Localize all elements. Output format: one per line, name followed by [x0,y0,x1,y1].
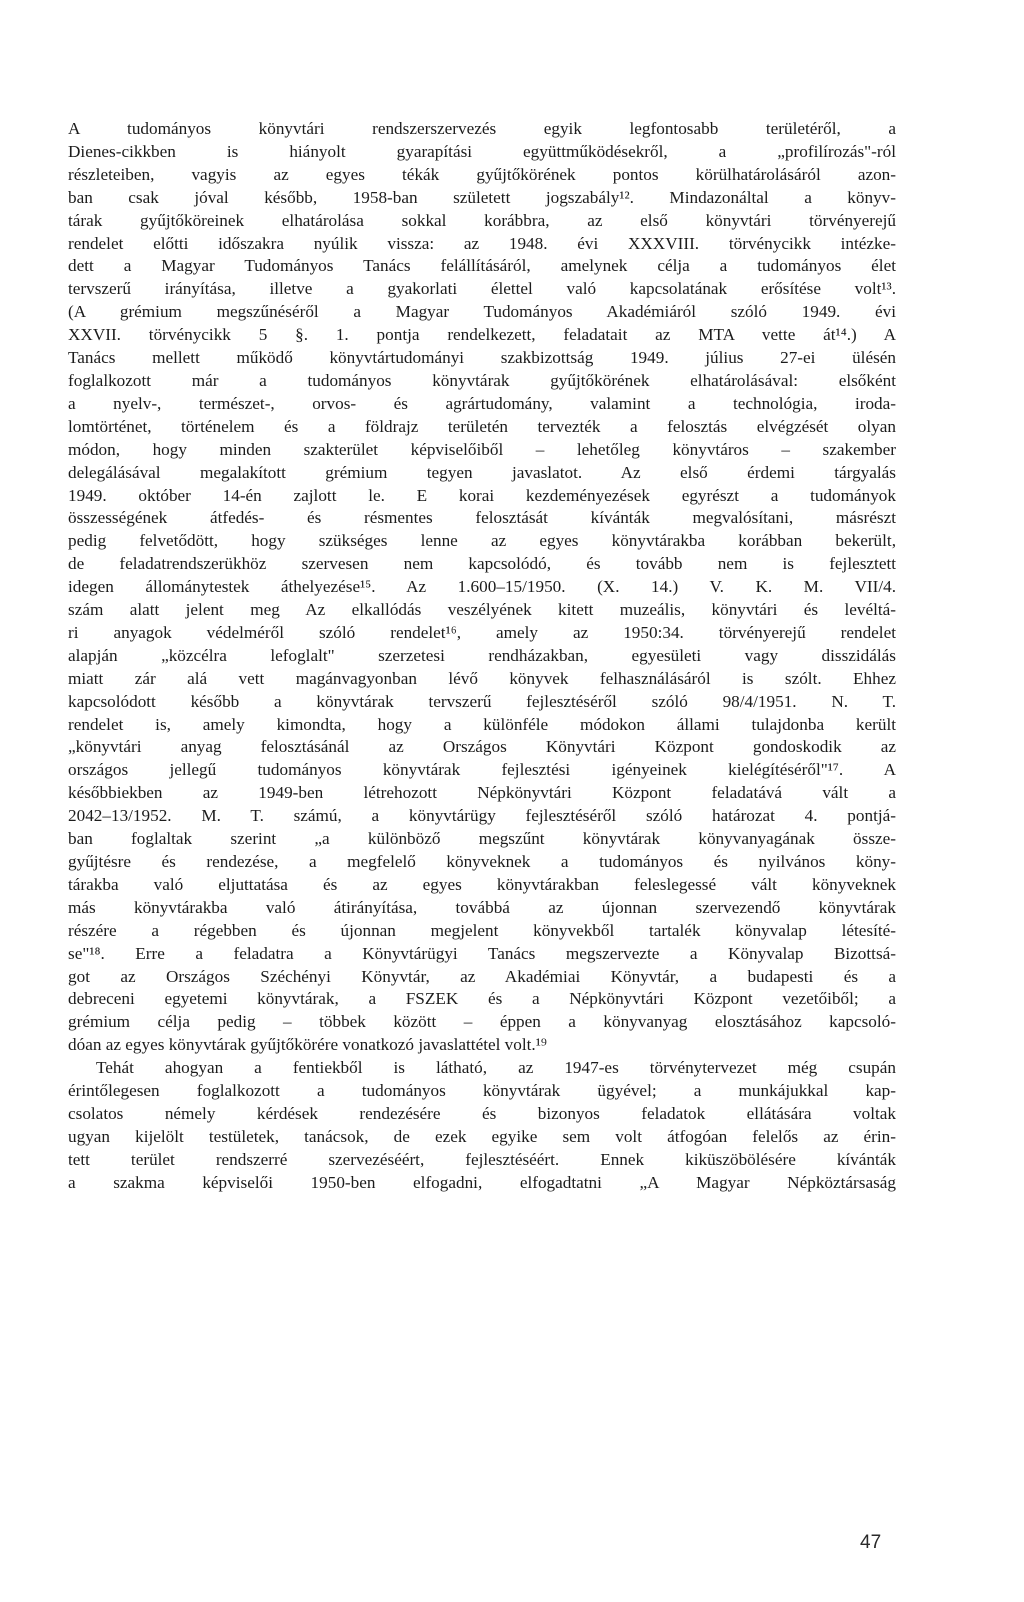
text-line: XXVII. törvénycikk 5 §. 1. pontja rendelkezett, feladatait az MTA vette át¹⁴.) A [68,325,896,345]
text-line: debreceni egyetemi könyvtárak, a FSZEK és a Népkönyvtári Központ vezetőiből; a [68,989,896,1009]
text-line: Tehát ahogyan a fentiekből is látható, az 1947-es törvénytervezet még csupán [96,1058,896,1078]
text-line: kapcsolódott később a könyvtárak tervszerű fejlesztéséről szóló 98/4/1951. N. T. [68,691,896,711]
text-line: részleteiben, vagyis az egyes tékák gyűjtőkörének pontos körülhatárolásáról azon- [68,164,896,184]
text-line: tervszerű irányítása, illetve a gyakorlati élettel való kapcsolatának erősítése volt¹³. [68,279,896,299]
text-line: dóan az egyes könyvtárak gyűjtőkörére vonatkozó javaslattétel volt.¹⁹ [68,1035,547,1055]
text-line: más könyvtárakba való átirányítása, továbbá az újonnan szervezendő könyvtárak [68,897,896,917]
text-line: (A grémium megszűnéséről a Magyar Tudományos Akadémiáról szóló 1949. évi [68,302,896,322]
text-line: „könyvtári anyag felosztásánál az Országos Könyvtári Központ gondoskodik az [68,737,896,757]
text-line: alapján „közcélra lefoglalt" szerzetesi rendházakban, egyesületi vagy disszidálás [68,645,896,665]
text-line: Tanács mellett működő könyvtártudományi szakbizottság 1949. július 27-ei ülésén [68,348,896,368]
text-line: A tudományos könyvtári rendszerszervezés egyik legfontosabb területéről, a [68,119,896,138]
text-line: tett terület rendszerré szervezéséért, fejlesztéséért. Ennek kiküszöbölésére kívánták [68,1149,896,1169]
text-line: delegálásával megalakított grémium tegyen javaslatot. Az első érdemi tárgyalás [68,462,896,482]
text-line: tárak gyűjtőköreinek elhatárolása sokkal korábbra, az első könyvtári törvényerejű [68,210,896,230]
text-line: összességének átfedés- és résmentes felosztását kívánták megvalósítani, másrészt [68,508,896,528]
text-line: ban foglaltak szerint „a különböző megszűnt könyvtárak könyvanyagának össze- [68,829,896,849]
text-line: 2042–13/1952. M. T. számú, a könyvtárügy fejlesztéséről szóló határozat 4. pontjá- [68,806,896,826]
text-line: módon, hogy minden szakterület képviselőiből – lehetőleg könyvtáros – szakember [68,439,896,459]
text-line: ri anyagok védelméről szóló rendelet¹⁶, amely az 1950:34. törvényerejű rendelet [68,622,896,642]
text-line: got az Országos Széchényi Könyvtár, az Akadémiai Könyvtár, a budapesti és a [68,966,896,986]
text-line: gyűjtésre és rendezése, a megfelelő könyveknek a tudományos és nyilvános köny- [68,852,896,871]
text-line: miatt zár alá vett magánvagyonban lévő könyvek felhasználásáról is szólt. Ehhez [68,668,896,688]
text-line: se"¹⁸. Erre a feladatra a Könyvtárügyi Tanács megszervezte a Könyvalap Bizottsá- [68,943,896,963]
text-line: ban csak jóval később, 1958-ban született jogszabály¹². Mindazonáltal a könyv- [68,187,896,207]
text-line: Dienes-cikkben is hiányolt gyarapítási együttműködésekről, a „profilírozás"-ról [68,141,896,161]
text-line: későbbiekben az 1949-ben létrehozott Népkönyvtári Központ feladatává vált a [68,783,896,803]
text-line: dett a Magyar Tudományos Tanács felállításáról, amelynek célja a tudományos élet [68,256,896,276]
text-line: szám alatt jelent meg Az elkallódás veszélyének kitett muzeális, könyvtári és levéltá- [68,600,896,620]
text-line: tárakba való eljuttatása és az egyes könyvtárakban feleslegessé vált könyveknek [68,874,896,894]
paragraph [68,118,896,1057]
text-line: érintőlegesen foglalkozott a tudományos könyvtárak ügyével; a munkájukkal kap- [68,1081,896,1101]
text-line: rendelet is, amely kimondta, hogy a különféle módokon állami tulajdonba került [68,714,896,734]
text-line: de feladatrendszerükhöz szervesen nem kapcsolódó, és tovább nem is fejlesztett [68,554,896,574]
text-line: csolatos némely kérdések rendezésére és bizonyos feladatok ellátására voltak [68,1103,896,1123]
text-line: rendelet előtti időszakra nyúlik vissza: az 1948. évi XXXVIII. törvénycikk intézke- [68,233,896,253]
page-number: 47 [860,1532,882,1553]
text-line: részére a régebben és újonnan megjelent könyvekből tartalék könyvalap létesíté- [68,920,896,940]
text-line: ugyan kijelölt testületek, tanácsok, de ezek egyike sem volt átfogóan felelős az érin- [68,1126,896,1146]
body-text [68,118,896,1195]
text-line: grémium célja pedig – többek között – éppen a könyvanyag elosztásához kapcsoló- [68,1012,896,1032]
text-line: foglalkozott már a tudományos könyvtárak gyűjtőkörének elhatárolásával: elsőként [68,370,896,390]
paragraph [68,1057,896,1194]
text-line: idegen állománytestek áthelyezése¹⁵. Az 1.600–15/1950. (X. 14.) V. K. M. VII/4. [68,577,896,597]
text-line: 1949. október 14-én zajlott le. E korai kezdeményezések egyrészt a tudományok [68,485,896,505]
text-line: országos jellegű tudományos könyvtárak fejlesztési igényeinek kielégítéséről"¹⁷. A [68,760,896,780]
text-line: pedig felvetődött, hogy szükséges lenne az egyes könyvtárakba korábban bekerült, [68,531,896,551]
text-line: lomtörténet, történelem és a földrajz területén tervezték a felosztás elvégzését olyan [68,416,896,436]
text-line: a nyelv-, természet-, orvos- és agrártudomány, valamint a technológia, iroda- [68,393,896,413]
text-line: a szakma képviselői 1950-ben elfogadni, elfogadtatni „A Magyar Népköztársaság [68,1172,896,1192]
